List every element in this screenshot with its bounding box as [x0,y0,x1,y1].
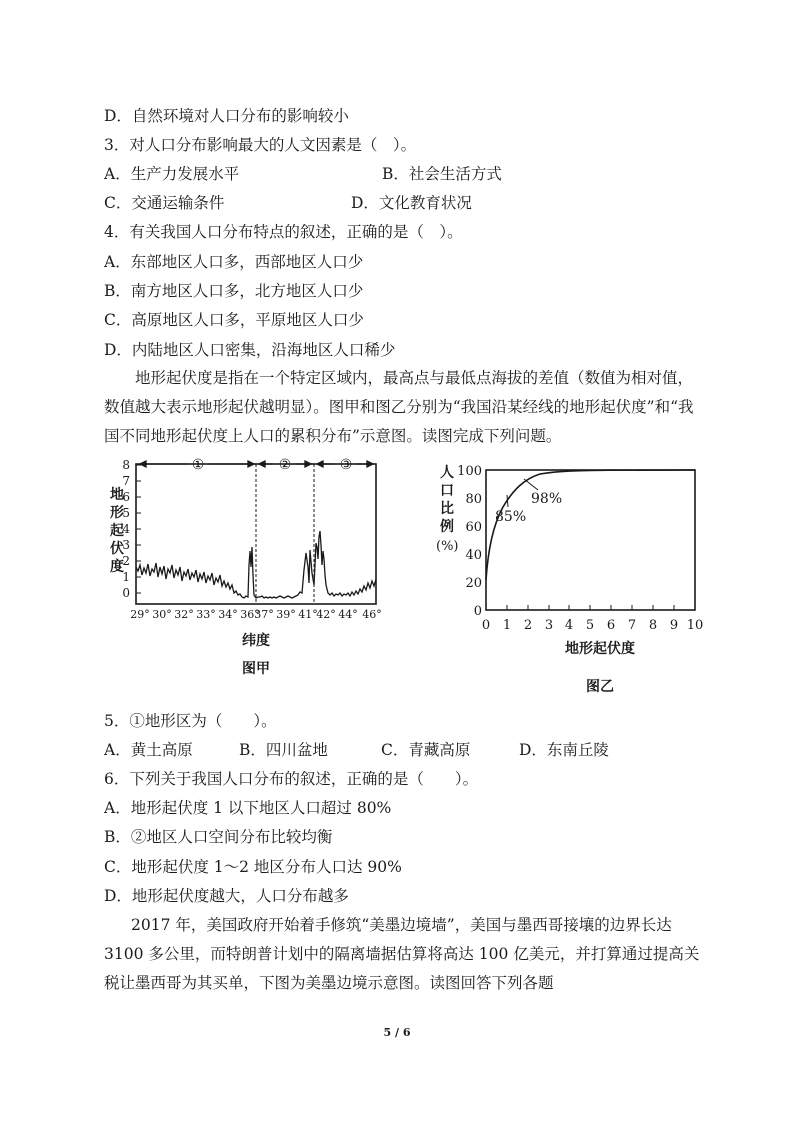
q5-option-d: D．东南丘陵 [519,741,609,759]
figure-b-xtick: 2 [523,618,533,633]
figure-b-xtick: 6 [606,618,616,633]
q6-option-d: D．地形起伏度越大，人口分布越多 [104,887,349,905]
q5-option-c: C．青藏高原 [381,741,471,759]
figure-b-ytick: 80 [465,492,482,507]
figure-b-ylabel-char: 比 [440,501,454,517]
figure-a-xtick: 46° [362,608,382,621]
figure-a-xtick: 42° [316,608,336,621]
q4-option-d: D．内陆地区人口密集，沿海地区人口稀少 [104,341,396,359]
figure-a [96,455,396,690]
figure-b-frame [486,470,695,610]
figure-a-region-3-label: ③ [339,457,353,473]
figure-b-caption: 图乙 [586,679,614,695]
figure-b-ylabel-char: 人 [440,465,454,481]
figure-a-ytick: 3 [122,538,130,552]
figure-a-xtick: 39° [276,608,296,621]
figure-b-xtick: 9 [669,618,679,633]
figure-a-xtick: 29° [130,608,150,621]
q6-stem: 6．下列关于我国人口分布的叙述，正确的是（ ）。 [104,770,479,788]
q5-stem: 5．①地形区为（ ）。 [104,712,277,730]
figure-a-ylabel-char: 地 [110,487,124,503]
figure-a-ytick: 7 [122,474,130,488]
figure-a-ytick: 4 [122,522,130,536]
figure-b-xlabel: 地形起伏度 [565,641,635,657]
q6-option-c: C．地形起伏度 1～2 地区分布人口达 90% [104,858,402,876]
intro-paragraph-border-wall: 2017 年，美国政府开始着手修筑“美墨边境墙”，美国与墨西哥接壤的边界长达 3100 多公里，而特朗普计划中的隔离墙据估算将高达 100 亿美元，并打算通过提高关税让墨西哥为其买单，下图为美墨边境示意图。读图回答下列各题 [104,916,700,992]
figure-b-ylabel-char: 口 [440,483,454,499]
figure-a-ytick: 2 [122,554,130,568]
page-number: 5 / 6 [383,1026,411,1039]
q5-option-b: B．四川盆地 [239,741,328,759]
q3-option-a: A．生产力发展水平 [104,165,240,183]
figure-b-cumulative-curve [486,470,695,580]
intro-paragraph-terrain: 地形起伏度是指在一个特定区域内，最高点与最低点海拔的差值（数值为相对值，数值越大表示地形起伏越明显）。图甲和图乙分别为“我国沿某经线的地形起伏度”和“我国不同地形起伏度上人口的累积分布”示意图。读图完成下列问题。 [104,369,694,445]
figure-a-region-1-label: ① [191,457,205,473]
figure-a-ylabel-char: 起 [110,523,124,539]
figure-b-ylabel-unit: (%) [436,539,459,554]
figure-a-xtick: 36° [240,608,260,621]
q6-option-b: B．②地区人口空间分布比较均衡 [104,828,333,846]
figure-a-xtick: 41° [298,608,318,621]
figure-a-xlabel: 纬度 [242,633,270,649]
figure-a-caption: 图甲 [242,661,270,677]
figure-b [428,455,718,700]
figure-b-ytick: 0 [473,604,482,619]
figure-b-annotation-98: 98% [531,491,563,507]
figure-b-ytick: 40 [465,548,482,563]
q3-option-d: D．文化教育状况 [351,194,472,212]
figure-a-xtick: 34° [218,608,238,621]
figure-b-xtick: 5 [585,618,595,633]
q3-stem: 3．对人口分布影响最大的人文因素是（ ）。 [104,136,417,154]
figure-a-ylabel-char: 伏 [110,541,124,557]
figure-b-xtick: 3 [544,618,554,633]
figure-a-ytick: 5 [122,506,130,520]
figure-a-ytick: 0 [122,586,130,600]
figure-a-xtick: 33° [196,608,216,621]
figure-b-xtick: 7 [627,618,637,633]
figure-a-xtick: 37° [254,608,274,621]
q4-option-b: B．南方地区人口多，北方地区人口少 [104,282,364,300]
q4-option-c: C．高原地区人口多，平原地区人口少 [104,311,364,329]
figure-b-ylabel-char: 例 [440,519,454,535]
figure-b-xtick: 4 [564,618,574,633]
figure-a-ylabel-char: 度 [110,559,124,575]
figure-b-xtick: 1 [502,618,512,633]
figure-a-xtick: 30° [152,608,172,621]
figure-a-ytick: 8 [122,458,130,472]
q3-option-c: C．交通运输条件 [104,194,225,212]
figure-b-ytick: 100 [457,464,482,479]
figure-b-ytick: 20 [465,576,482,591]
figure-a-xtick: 44° [338,608,358,621]
figure-a-xtick: 32° [174,608,194,621]
q4-option-a: A．东部地区人口多，西部地区人口少 [104,253,364,271]
figure-b-xtick: 0 [481,618,491,633]
q2-option-d: D．自然环境对人口分布的影响较小 [104,107,349,125]
figure-b-annotation-85: 85% [495,509,527,525]
figure-b-ytick: 60 [465,520,482,535]
q5-option-a: A．黄土高原 [104,741,193,759]
figure-b-xtick: 8 [648,618,658,633]
q4-stem: 4．有关我国人口分布特点的叙述，正确的是（ ）。 [104,223,463,241]
figure-a-region-2-label: ② [278,457,292,473]
figure-b-xtick: 10 [686,618,704,633]
figure-a-ytick: 1 [122,570,130,584]
figure-a-ytick: 6 [122,490,130,504]
q3-option-b: B．社会生活方式 [382,165,502,183]
figure-a-ylabel-char: 形 [110,505,124,521]
q6-option-a: A．地形起伏度 1 以下地区人口超过 80% [104,799,392,817]
